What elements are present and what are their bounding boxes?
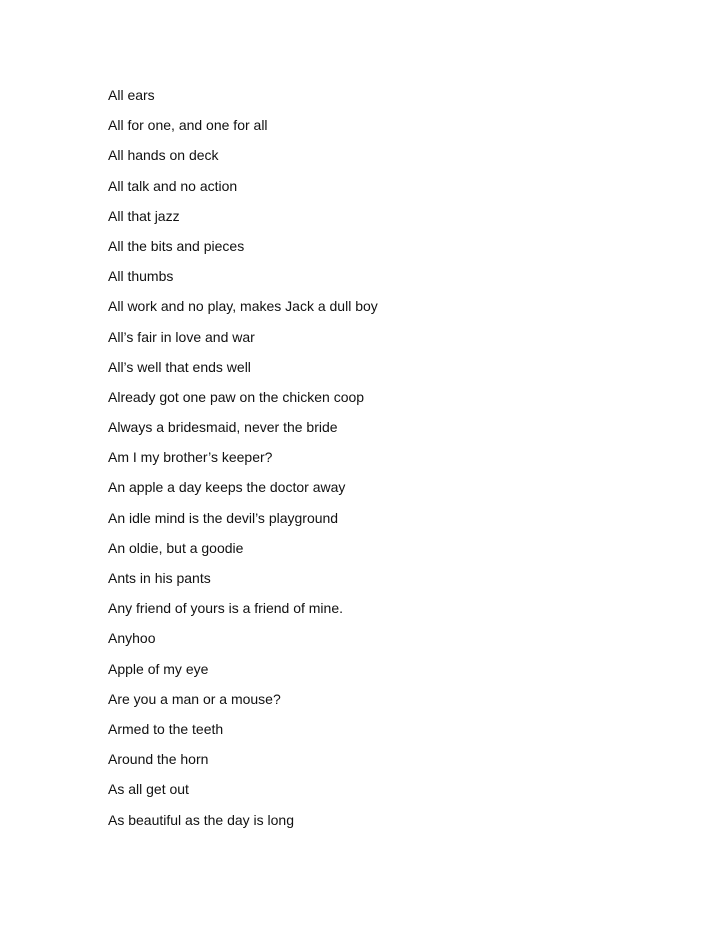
phrase-line: All for one, and one for all (108, 117, 268, 134)
phrase-line: All talk and no action (108, 177, 238, 194)
phrase-line: An oldie, but a goodie (108, 539, 244, 556)
phrase-line: All thumbs (108, 268, 174, 285)
phrase-line: All the bits and pieces (108, 237, 245, 254)
phrase-line: As all get out (108, 781, 189, 798)
phrase-line: Armed to the teeth (108, 720, 224, 737)
phrase-line: An idle mind is the devil’s playground (108, 509, 339, 526)
phrase-line: Apple of my eye (108, 660, 209, 677)
phrase-line: All ears (108, 87, 155, 103)
phrase-line: Around the horn (108, 751, 209, 768)
phrase-line: An apple a day keeps the doctor away (108, 479, 346, 496)
phrase-line: Anyhoo (108, 630, 156, 647)
phrase-line: Ants in his pants (108, 570, 211, 586)
phrase-line: All work and no play, makes Jack a dull boy (108, 298, 378, 315)
phrase-line: Am I my brother’s keeper? (108, 449, 273, 466)
phrase-line: All that jazz (108, 207, 180, 224)
phrase-line: Any friend of yours is a friend of mine. (108, 600, 343, 617)
phrase-line: Always a bridesmaid, never the bride (108, 419, 338, 436)
phrase-list (108, 85, 378, 840)
phrase-line: All’s fair in love and war (108, 328, 255, 345)
phrase-line: Are you a man or a mouse? (108, 690, 281, 707)
phrase-line: All’s well that ends well (108, 358, 251, 375)
phrase-line: As beautiful as the day is long (108, 811, 295, 828)
phrase-line: Already got one paw on the chicken coop (108, 388, 365, 405)
phrase-line: All hands on deck (108, 147, 219, 164)
